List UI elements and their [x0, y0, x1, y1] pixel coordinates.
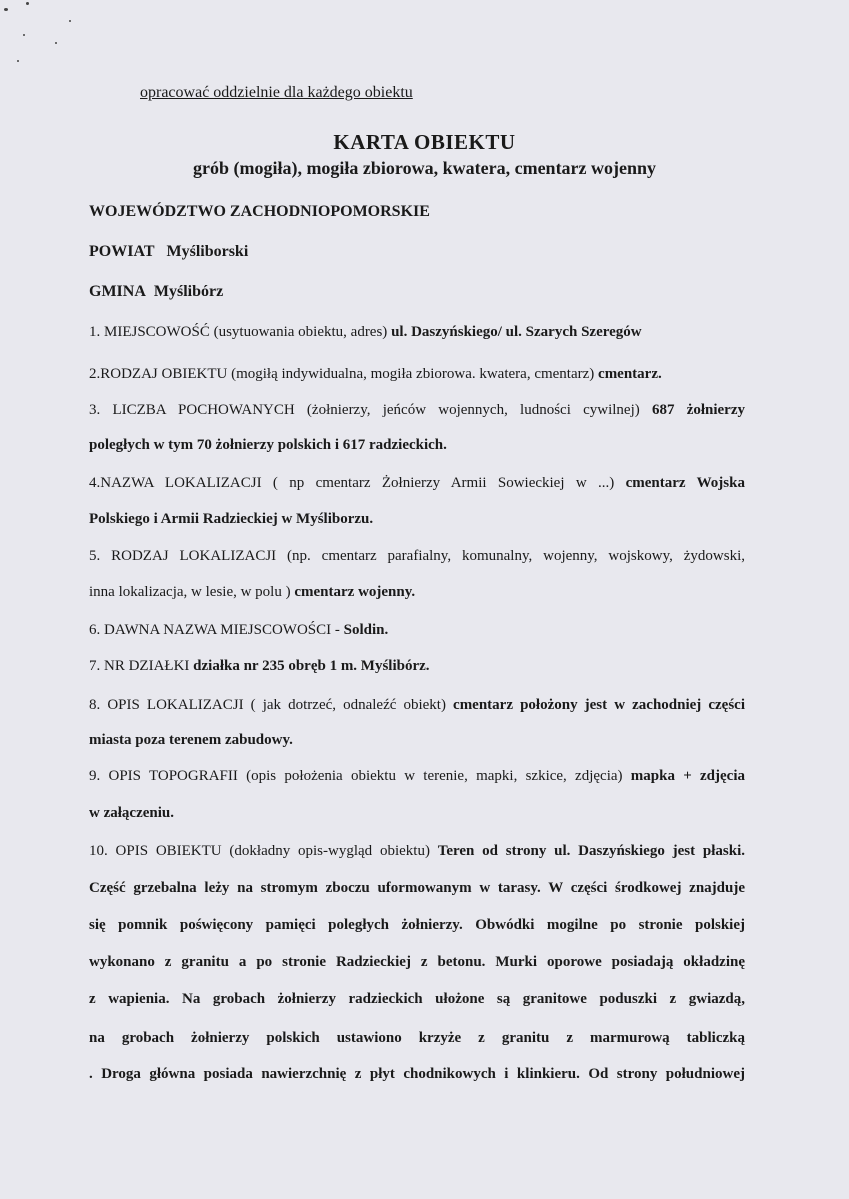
document-title: KARTA OBIEKTU	[333, 130, 516, 154]
item-10-desc-line: wykonano z granitu a po stronie Radzieckiej z betonu. Murki oporowe posiadają okładzinę	[89, 954, 745, 970]
item-8-row	[89, 697, 745, 714]
document-subtitle: grób (mogiła), mogiła zbiorowa, kwatera, cmentarz wojenny	[192, 158, 657, 178]
item-7-label: 7. NR DZIAŁKI	[89, 658, 190, 674]
item-6-label: 6. DAWNA NAZWA MIEJSCOWOŚCI -	[89, 622, 340, 638]
item-5-value: cmentarz wojenny.	[294, 584, 416, 600]
scan-speck	[69, 20, 71, 22]
item-10-label: 10. OPIS OBIEKTU (dokładny opis-wygląd obiektu)	[89, 843, 430, 859]
item-5-label-line: 5. RODZAJ LOKALIZACJI (np. cmentarz parafialny, komunalny, wojenny, wojskowy, żydowski,	[89, 548, 745, 564]
item-8-label: 8. OPIS LOKALIZACJI ( jak dotrzeć, odnaleźć obiekt)	[89, 697, 446, 713]
item-3-value-cont: poległych w tym 70 żołnierzy polskich i 617 radzieckich.	[89, 437, 447, 453]
item-6-row	[89, 622, 745, 639]
item-3-label: 3. LICZBA POCHOWANYCH (żołnierzy, jeńców wojennych, ludności cywilnej)	[89, 402, 640, 418]
item-9-value: mapka + zdjęcia	[630, 768, 746, 784]
item-1-label: 1. MIEJSCOWOŚĆ (usytuowania obiektu, adres)	[89, 324, 388, 340]
scan-speck	[55, 42, 57, 44]
item-4-value: cmentarz Wojska	[625, 475, 745, 491]
item-10-row	[89, 843, 745, 860]
item-8-value: cmentarz położony jest w zachodniej części	[453, 697, 746, 713]
item-9-value-cont: w załączeniu.	[89, 805, 174, 821]
item-10-desc-line: na grobach żołnierzy polskich ustawiono krzyże z granitu z marmurową tabliczką	[89, 1030, 745, 1046]
item-10-value: Teren od strony ul. Daszyńskiego jest płaski.	[437, 843, 745, 859]
item-6-value: Soldin.	[343, 622, 389, 638]
commune-value: Myślibórz	[153, 283, 224, 300]
item-7-row	[89, 658, 745, 675]
item-4-row	[89, 475, 745, 492]
item-7-value: działka nr 235 obręb 1 m. Myślibórz.	[193, 658, 430, 674]
item-10-desc-line: się pomnik poświęcony pamięci poległych żołnierzy. Obwódki mogilne po stronie polskiej	[89, 917, 745, 933]
commune-row	[89, 283, 745, 301]
item-10-desc-line: z wapienia. Na grobach żołnierzy radzieckich ułożone są granitowe poduszki z gwiazdą,	[89, 991, 745, 1007]
scan-speck	[26, 2, 29, 5]
instruction-note: opracować oddzielnie dla każdego obiektu	[140, 84, 413, 101]
item-4-label: 4.NAZWA LOKALIZACJI ( np cmentarz Żołnierzy Armii Sowieckiej w ...)	[89, 475, 615, 491]
item-1-value: ul. Daszyńskiego/ ul. Szarych Szeregów	[391, 324, 642, 340]
item-10-desc-line: Część grzebalna leży na stromym zboczu uformowanym w tarasy. W części środkowej znajduje	[89, 880, 745, 896]
item-3-row	[89, 402, 745, 419]
county-value: Myśliborski	[166, 243, 249, 260]
scan-speck	[4, 8, 8, 11]
item-5-row	[89, 584, 745, 601]
item-4-value-cont: Polskiego i Armii Radzieckiej w Myśliborzu.	[89, 511, 374, 527]
item-9-row	[89, 768, 745, 785]
item-5-label-cont: inna lokalizacja, w lesie, w polu )	[89, 584, 291, 600]
item-2-label: 2.RODZAJ OBIEKTU (mogiłą indywidualna, mogiła zbiorowa. kwatera, cmentarz)	[89, 366, 595, 382]
item-9-label: 9. OPIS TOPOGRAFII (opis położenia obiektu w terenie, mapki, szkice, zdjęcia)	[89, 768, 623, 784]
item-1-row	[89, 324, 745, 341]
scan-speck	[23, 34, 25, 36]
item-2-value: cmentarz.	[598, 366, 662, 382]
county-row	[89, 243, 745, 261]
item-2-row	[89, 366, 745, 383]
voivodeship-heading: WOJEWÓDZTWO ZACHODNIOPOMORSKIE	[89, 203, 430, 220]
commune-label: GMINA	[89, 283, 146, 300]
item-10-desc-line: . Droga główna posiada nawierzchnię z płyt chodnikowych i klinkieru. Od strony południowej	[89, 1066, 745, 1082]
county-label: POWIAT	[89, 243, 155, 260]
item-3-value: 687 żołnierzy	[651, 402, 745, 418]
scan-speck	[17, 60, 19, 62]
item-8-value-cont: miasta poza terenem zabudowy.	[89, 732, 293, 748]
